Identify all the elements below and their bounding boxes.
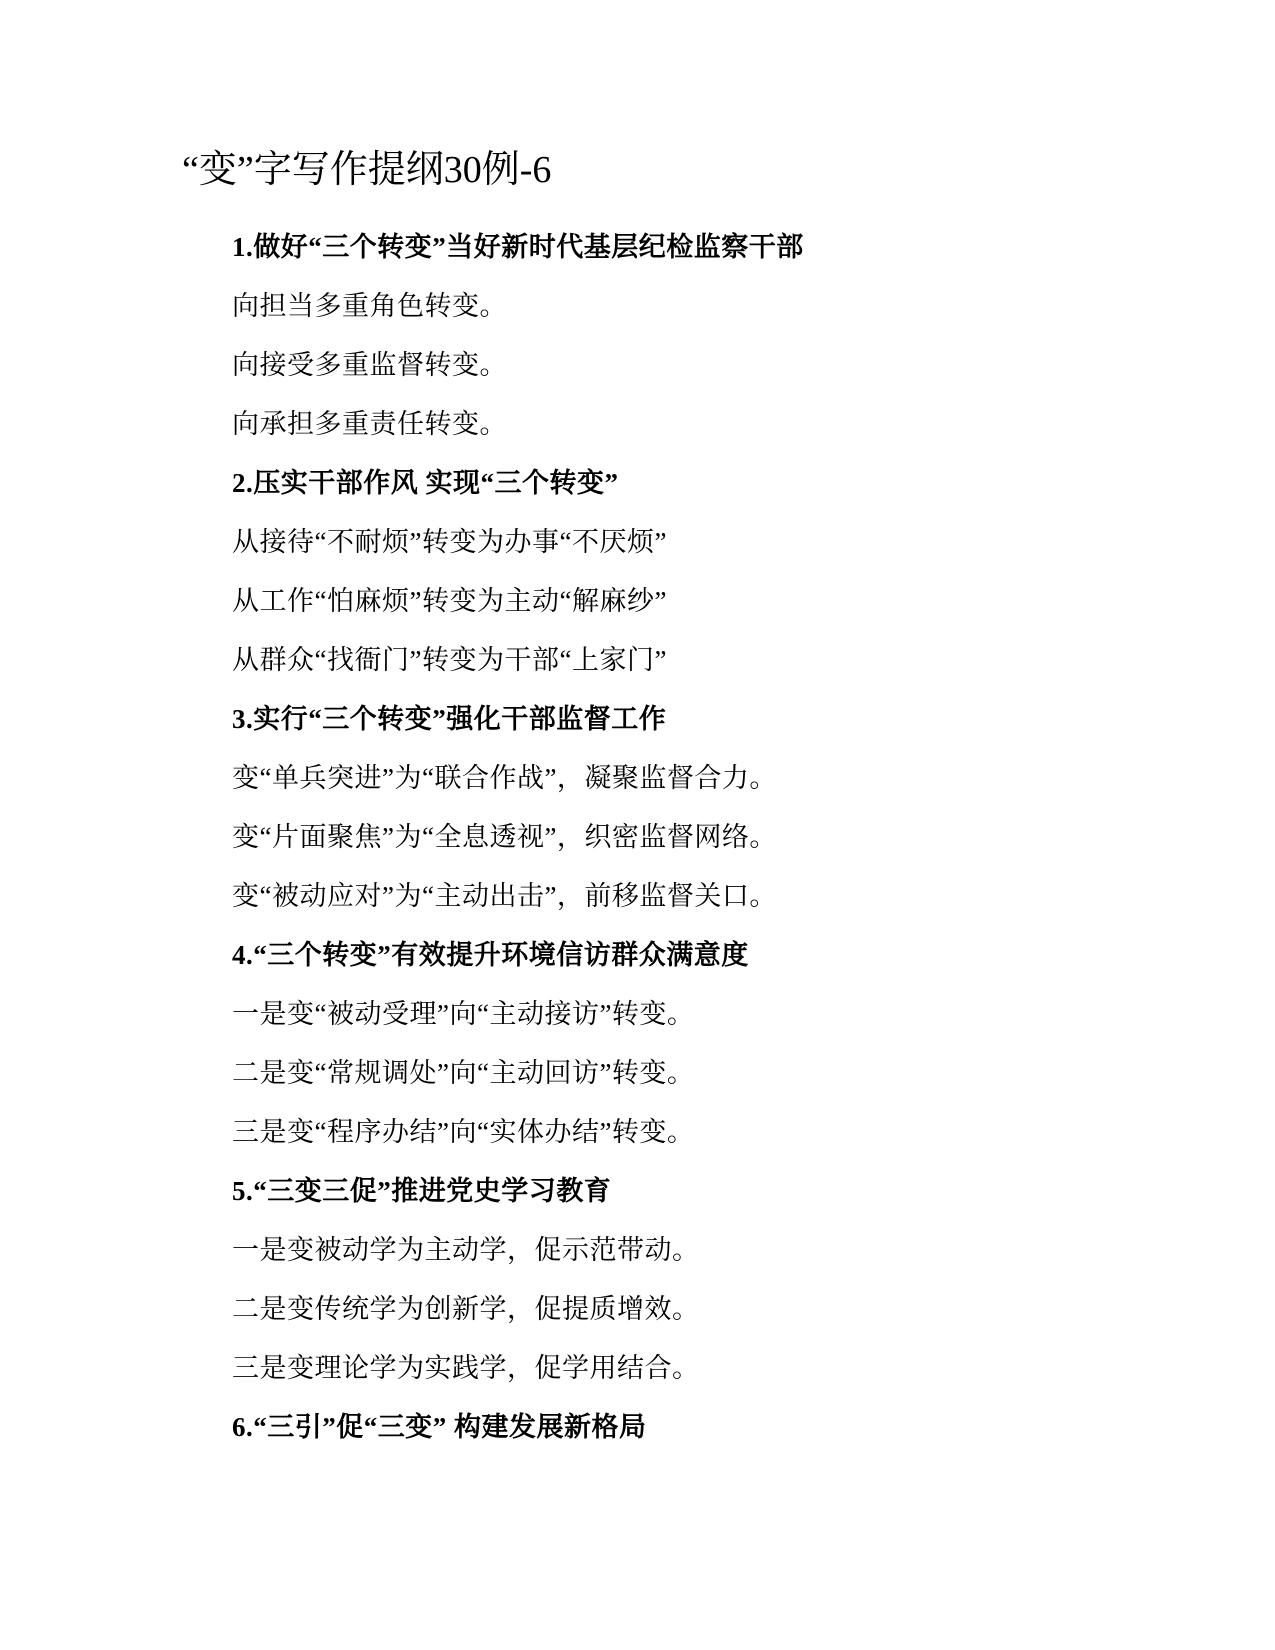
section-item: 从工作“怕麻烦”转变为主动“解麻纱” bbox=[232, 586, 667, 616]
section-item: 向接受多重监督转变。 bbox=[232, 350, 507, 380]
section-heading: 4.“三个转变”有效提升环境信访群众满意度 bbox=[232, 940, 749, 970]
section-item: 一是变“被动受理”向“主动接访”转变。 bbox=[232, 999, 695, 1029]
section-heading: 6.“三引”促“三变” 构建发展新格局 bbox=[232, 1412, 647, 1442]
section-item: 一是变被动学为主动学，促示范带动。 bbox=[232, 1235, 700, 1265]
section-heading: 1.做好“三个转变”当好新时代基层纪检监察干部 bbox=[232, 232, 804, 262]
section-item: 二是变“常规调处”向“主动回访”转变。 bbox=[232, 1058, 695, 1088]
section-heading: 3.实行“三个转变”强化干部监督工作 bbox=[232, 704, 667, 734]
section-item: 三是变理论学为实践学，促学用结合。 bbox=[232, 1353, 700, 1383]
section-item: 三是变“程序办结”向“实体办结”转变。 bbox=[232, 1117, 695, 1147]
section-heading: 5.“三变三促”推进党史学习教育 bbox=[232, 1176, 612, 1206]
section-item: 变“片面聚焦”为“全息透视”，织密监督网络。 bbox=[232, 822, 777, 852]
section-item: 向承担多重责任转变。 bbox=[232, 409, 507, 439]
document-title: “变”字写作提纲30例-6 bbox=[182, 149, 552, 191]
section-item: 从群众“找衙门”转变为干部“上家门” bbox=[232, 645, 667, 675]
section-item: 从接待“不耐烦”转变为办事“不厌烦” bbox=[232, 527, 667, 557]
section-item: 变“单兵突进”为“联合作战”，凝聚监督合力。 bbox=[232, 763, 777, 793]
section-item: 变“被动应对”为“主动出击”，前移监督关口。 bbox=[232, 881, 777, 911]
section-heading: 2.压实干部作风 实现“三个转变” bbox=[232, 468, 619, 498]
section-item: 二是变传统学为创新学，促提质增效。 bbox=[232, 1294, 700, 1324]
document-body bbox=[232, 224, 1212, 1463]
section-item: 向担当多重角色转变。 bbox=[232, 291, 507, 321]
